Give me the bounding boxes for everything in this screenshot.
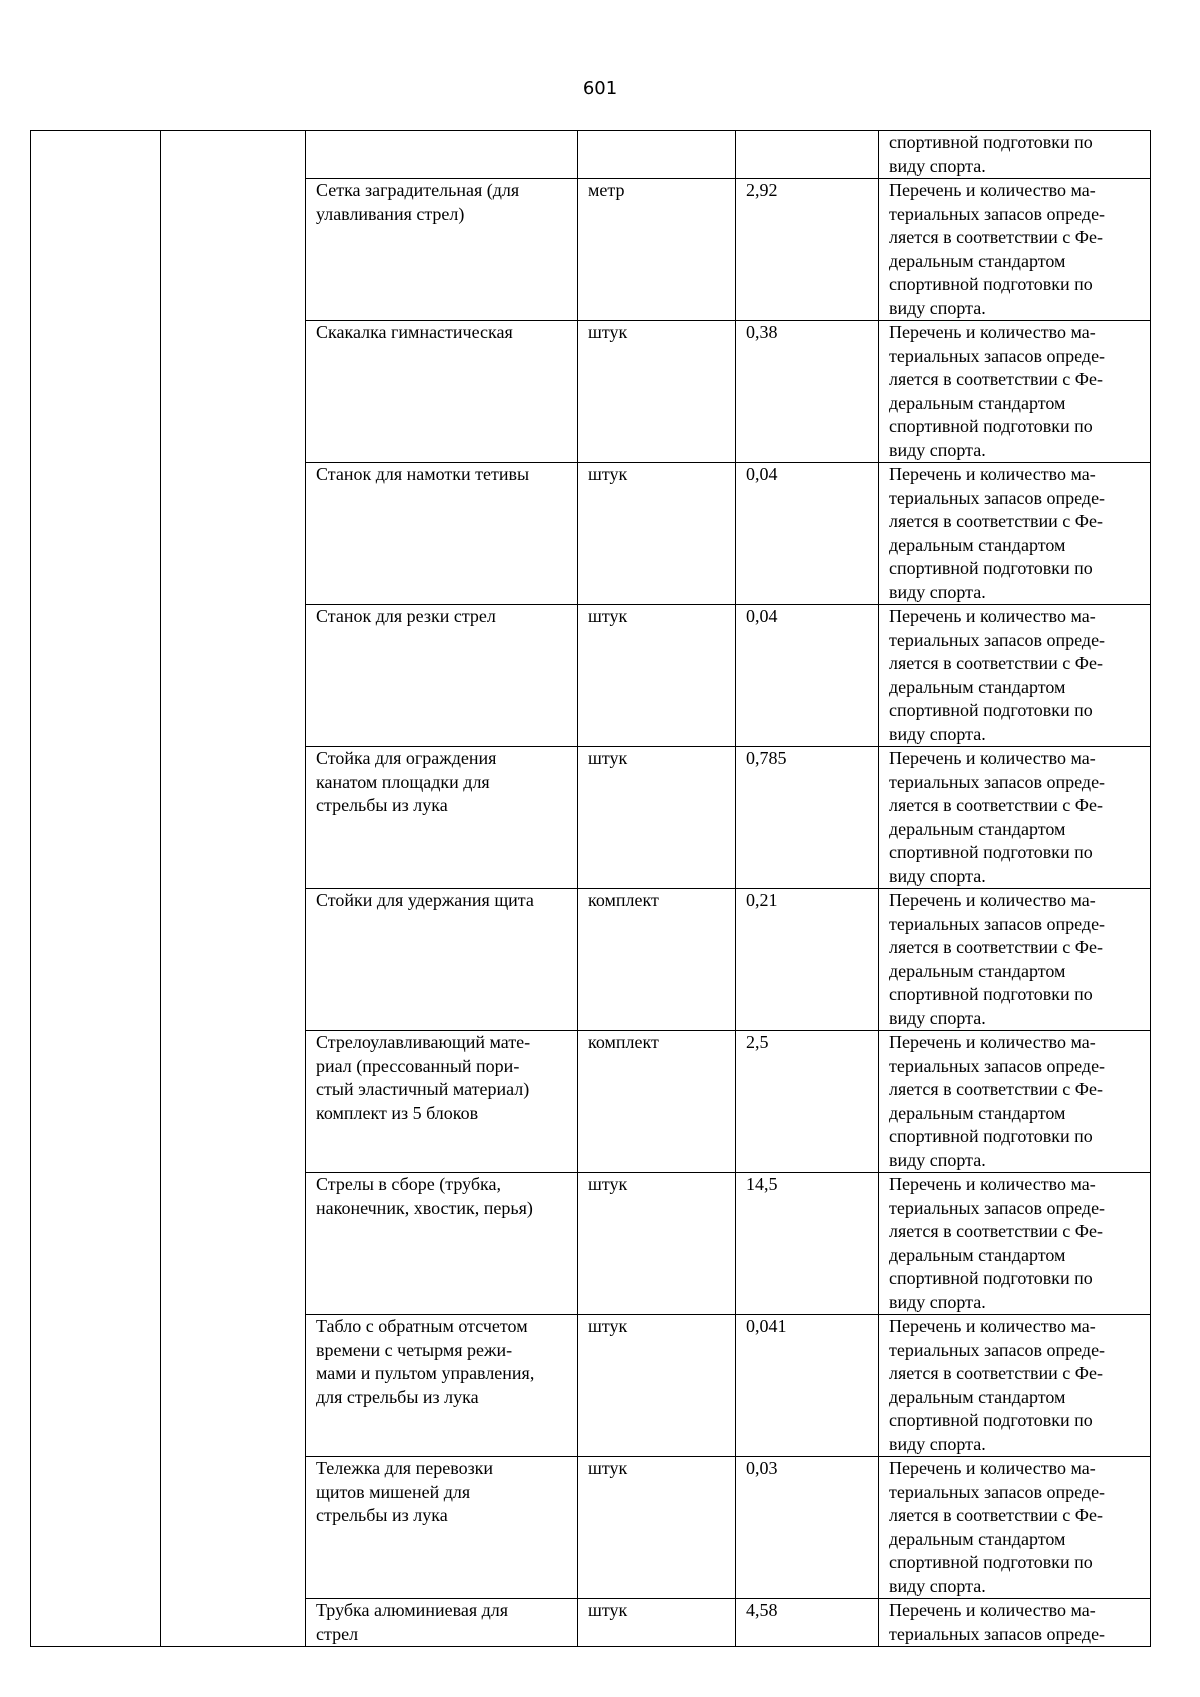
unit-cell — [578, 321, 736, 463]
unit-cell — [578, 747, 736, 889]
name-cell — [306, 605, 578, 747]
notes-line: териальных запасов опреде- — [889, 1339, 1106, 1360]
name-line: Скакалка гимнастическая — [316, 322, 513, 342]
name-cell — [306, 321, 578, 463]
notes-line: Перечень и количество ма- — [889, 748, 1096, 768]
notes-line: териальных запасов опреде- — [889, 629, 1106, 650]
name-line: стрельбы из лука — [316, 1505, 448, 1525]
quantity-value: 0,03 — [746, 1458, 778, 1478]
name-line: риал (прессованный пори- — [316, 1055, 520, 1076]
notes-line: деральным стандартом — [889, 534, 1066, 555]
name-cell — [306, 889, 578, 1031]
notes-line: териальных запасов опреде- — [889, 487, 1106, 508]
name-line: наконечник, хвостик, перья) — [316, 1197, 533, 1218]
notes-line: спортивной подготовки по — [889, 274, 1093, 294]
quantity-value: 0,04 — [746, 606, 778, 626]
name-line: Тележка для перевозки — [316, 1458, 494, 1478]
notes-line: спортивной подготовки по — [889, 700, 1093, 720]
unit-value: штук — [588, 748, 628, 768]
quantity-value: 0,785 — [746, 748, 787, 768]
notes-line: Перечень и количество ма- — [889, 1174, 1096, 1194]
column-2-merged-cell — [161, 131, 306, 1647]
name-line: Стрелоулавливающий мате- — [316, 1032, 531, 1052]
unit-value: штук — [588, 464, 628, 484]
notes-line: виду спорта. — [889, 155, 986, 176]
quantity-value: 0,04 — [746, 464, 778, 484]
notes-cell — [879, 889, 1151, 1031]
quantity-value: 2,5 — [746, 1032, 769, 1052]
quantity-cell — [736, 1457, 879, 1599]
notes-cell — [879, 131, 1151, 179]
unit-cell — [578, 605, 736, 747]
notes-line: спортивной подготовки по — [889, 984, 1093, 1004]
name-cell — [306, 747, 578, 889]
quantity-cell — [736, 463, 879, 605]
notes-line: виду спорта. — [889, 1007, 986, 1028]
notes-line: деральным стандартом — [889, 960, 1066, 981]
notes-line: ляется в соответствии с Фе- — [889, 795, 1104, 815]
unit-value: комплект — [588, 890, 659, 910]
name-line: Стойка для ограждения — [316, 748, 497, 768]
notes-line: виду спорта. — [889, 297, 986, 318]
name-cell — [306, 179, 578, 321]
unit-value: штук — [588, 1600, 628, 1620]
column-1-merged-cell — [31, 131, 161, 1647]
notes-line: териальных запасов опреде- — [889, 913, 1106, 934]
notes-line: ляется в соответствии с Фе- — [889, 369, 1104, 389]
name-line: Стойки для удержания щита — [316, 890, 534, 910]
notes-line: ляется в соответствии с Фе- — [889, 227, 1104, 247]
name-line: канатом площадки для — [316, 771, 490, 792]
unit-cell — [578, 463, 736, 605]
notes-line: виду спорта. — [889, 1149, 986, 1170]
quantity-value: 14,5 — [746, 1174, 778, 1194]
name-cell — [306, 1315, 578, 1457]
name-cell — [306, 1031, 578, 1173]
notes-line: Перечень и количество ма- — [889, 464, 1096, 484]
unit-value: метр — [588, 180, 625, 200]
notes-line: виду спорта. — [889, 581, 986, 602]
quantity-cell — [736, 321, 879, 463]
unit-value: штук — [588, 1174, 628, 1194]
name-line: Табло с обратным отсчетом — [316, 1316, 528, 1336]
equipment-table — [30, 130, 1151, 1647]
name-line: для стрельбы из лука — [316, 1386, 479, 1407]
name-line: времени с четырмя режи- — [316, 1339, 513, 1360]
notes-line: Перечень и количество ма- — [889, 1600, 1096, 1620]
notes-cell — [879, 321, 1151, 463]
quantity-cell — [736, 1031, 879, 1173]
continuation-row — [31, 131, 1151, 179]
notes-line: спортивной подготовки по — [889, 132, 1093, 152]
notes-line: спортивной подготовки по — [889, 842, 1093, 862]
notes-line: териальных запасов опреде- — [889, 1481, 1106, 1502]
name-line: щитов мишеней для — [316, 1481, 471, 1502]
notes-line: Перечень и количество ма- — [889, 1458, 1096, 1478]
quantity-cell — [736, 1599, 879, 1647]
notes-line: териальных запасов опреде- — [889, 771, 1106, 792]
notes-line: деральным стандартом — [889, 1386, 1066, 1407]
notes-line: ляется в соответствии с Фе- — [889, 1505, 1104, 1525]
notes-line: Перечень и количество ма- — [889, 606, 1096, 626]
notes-line: спортивной подготовки по — [889, 416, 1093, 436]
name-cell — [306, 1599, 578, 1647]
unit-value: штук — [588, 1316, 628, 1336]
name-line: стрельбы из лука — [316, 795, 448, 815]
notes-cell — [879, 1315, 1151, 1457]
name-cell — [306, 1457, 578, 1599]
name-line: комплект из 5 блоков — [316, 1102, 479, 1123]
name-cell — [306, 131, 578, 179]
name-cell — [306, 1173, 578, 1315]
unit-value: штук — [588, 606, 628, 626]
quantity-value: 0,38 — [746, 322, 778, 342]
name-line: Станок для намотки тетивы — [316, 464, 530, 484]
notes-line: виду спорта. — [889, 439, 986, 460]
notes-line: спортивной подготовки по — [889, 1552, 1093, 1572]
notes-line: виду спорта. — [889, 723, 986, 744]
notes-line: ляется в соответствии с Фе- — [889, 653, 1104, 673]
notes-line: Перечень и количество ма- — [889, 1316, 1096, 1336]
notes-cell — [879, 463, 1151, 605]
notes-line: териальных запасов опреде- — [889, 1197, 1106, 1218]
notes-line: Перечень и количество ма- — [889, 180, 1096, 200]
notes-line: деральным стандартом — [889, 250, 1066, 271]
name-line: мами и пультом управления, — [316, 1363, 535, 1383]
unit-value: штук — [588, 322, 628, 342]
notes-line: ляется в соответствии с Фе- — [889, 1363, 1104, 1383]
notes-line: териальных запасов опреде- — [889, 345, 1106, 366]
notes-cell — [879, 179, 1151, 321]
notes-line: деральным стандартом — [889, 1102, 1066, 1123]
name-line: стрел — [316, 1623, 359, 1644]
notes-cell — [879, 1457, 1151, 1599]
notes-line: ляется в соответствии с Фе- — [889, 1221, 1104, 1241]
unit-cell — [578, 1173, 736, 1315]
unit-cell — [578, 179, 736, 321]
notes-cell — [879, 747, 1151, 889]
notes-line: спортивной подготовки по — [889, 1268, 1093, 1288]
notes-line: териальных запасов опреде- — [889, 1055, 1106, 1076]
notes-line: виду спорта. — [889, 1291, 986, 1312]
unit-cell — [578, 131, 736, 179]
quantity-cell — [736, 889, 879, 1031]
notes-line: виду спорта. — [889, 1433, 986, 1454]
quantity-value: 0,041 — [746, 1316, 787, 1336]
notes-line: ляется в соответствии с Фе- — [889, 937, 1104, 957]
quantity-cell — [736, 179, 879, 321]
name-cell — [306, 463, 578, 605]
notes-line: ляется в соответствии с Фе- — [889, 1079, 1104, 1099]
page-number: 601 — [582, 78, 618, 99]
unit-cell — [578, 1031, 736, 1173]
notes-cell — [879, 1173, 1151, 1315]
unit-cell — [578, 889, 736, 1031]
quantity-cell — [736, 747, 879, 889]
unit-cell — [578, 1599, 736, 1647]
quantity-value: 2,92 — [746, 180, 778, 200]
name-line: стый эластичный материал) — [316, 1079, 530, 1099]
name-line: улавливания стрел) — [316, 203, 465, 224]
notes-line: спортивной подготовки по — [889, 1126, 1093, 1146]
name-line: Стрелы в сборе (трубка, — [316, 1174, 502, 1194]
notes-line: виду спорта. — [889, 1575, 986, 1596]
name-line: Сетка заградительная (для — [316, 180, 520, 200]
quantity-value: 0,21 — [746, 890, 778, 910]
quantity-cell — [736, 1315, 879, 1457]
name-line: Станок для резки стрел — [316, 606, 496, 626]
notes-line: териальных запасов опреде- — [889, 1623, 1106, 1644]
notes-line: спортивной подготовки по — [889, 1410, 1093, 1430]
unit-value: штук — [588, 1458, 628, 1478]
name-line: Трубка алюминиевая для — [316, 1600, 509, 1620]
notes-cell — [879, 605, 1151, 747]
notes-line: деральным стандартом — [889, 818, 1066, 839]
notes-line: Перечень и количество ма- — [889, 890, 1096, 910]
unit-value: комплект — [588, 1032, 659, 1052]
notes-line: териальных запасов опреде- — [889, 203, 1106, 224]
notes-line: Перечень и количество ма- — [889, 322, 1096, 342]
notes-line: деральным стандартом — [889, 392, 1066, 413]
notes-line: деральным стандартом — [889, 676, 1066, 697]
unit-cell — [578, 1315, 736, 1457]
notes-cell — [879, 1599, 1151, 1647]
notes-line: ляется в соответствии с Фе- — [889, 511, 1104, 531]
quantity-cell — [736, 1173, 879, 1315]
unit-cell — [578, 1457, 736, 1599]
quantity-cell — [736, 131, 879, 179]
quantity-cell — [736, 605, 879, 747]
notes-cell — [879, 1031, 1151, 1173]
notes-line: виду спорта. — [889, 865, 986, 886]
notes-line: спортивной подготовки по — [889, 558, 1093, 578]
notes-line: Перечень и количество ма- — [889, 1032, 1096, 1052]
notes-line: деральным стандартом — [889, 1528, 1066, 1549]
quantity-value: 4,58 — [746, 1600, 778, 1620]
notes-line: деральным стандартом — [889, 1244, 1066, 1265]
